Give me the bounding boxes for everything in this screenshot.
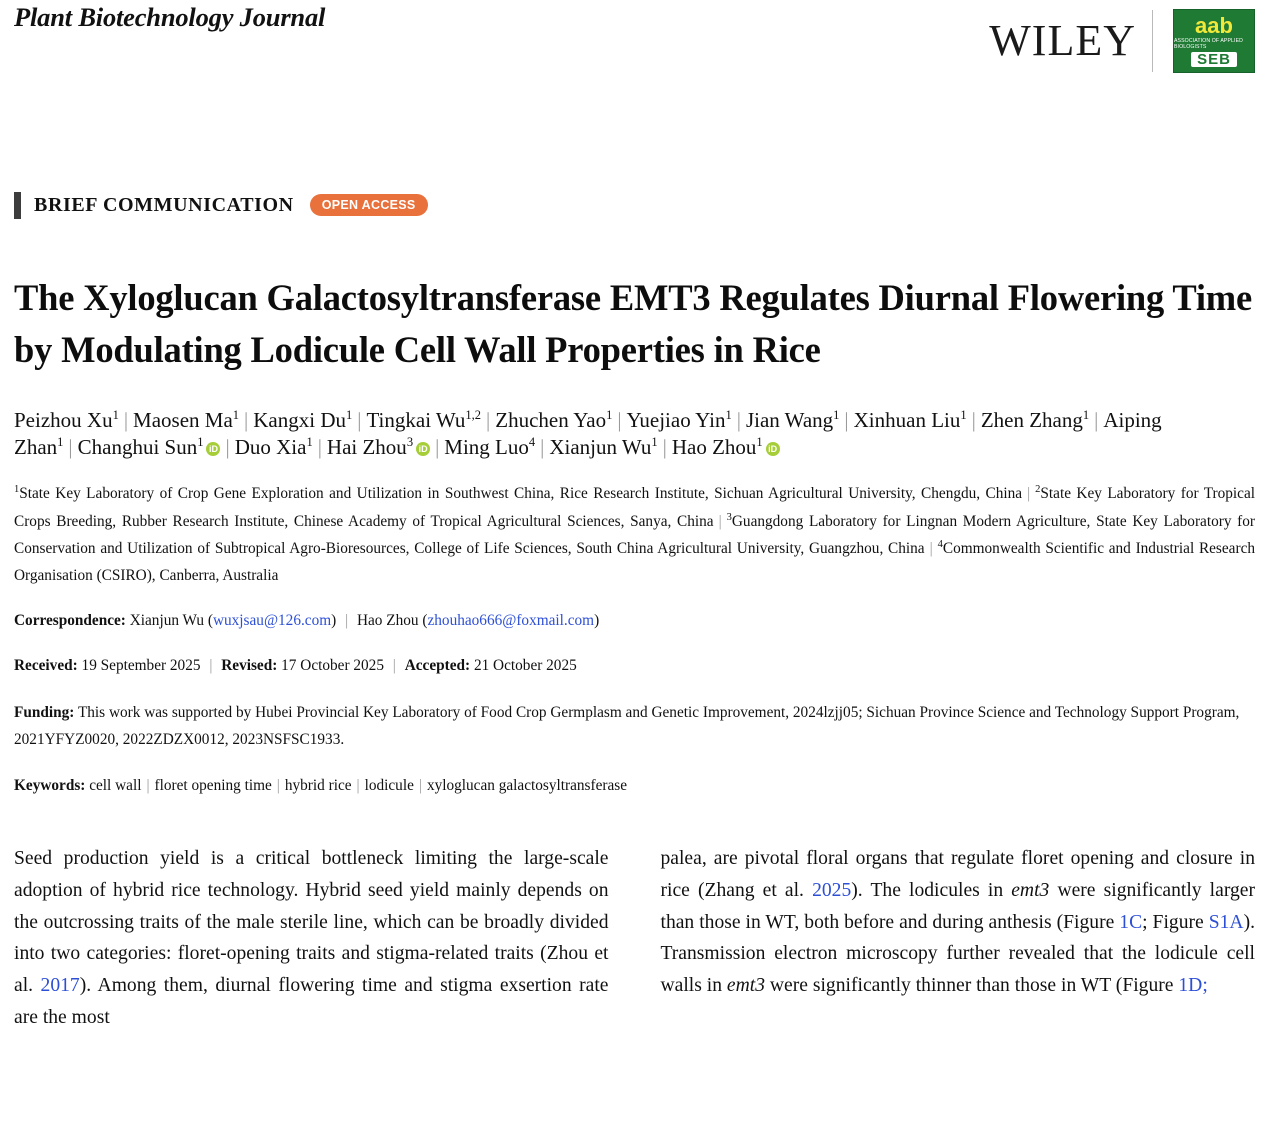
author-name[interactable]: Hao Zhou [671, 434, 757, 459]
logo-divider [1152, 10, 1153, 72]
masthead [14, 0, 1255, 86]
author-separator: | [435, 434, 440, 459]
body-right-text-3: were significantly larger than those in WT, both before and during anthesis (Figure [660, 879, 1256, 933]
citation-link-zhou-2017[interactable]: 2017 [40, 975, 80, 997]
affiliation-list [14, 480, 1255, 589]
aab-logo-middle-text: ASSOCIATION OF APPLIED BIOLOGISTS [1174, 38, 1243, 50]
keyword-separator: | [276, 777, 280, 795]
keyword-separator: | [418, 777, 422, 795]
author-affiliation-marker: 1 [756, 434, 763, 449]
body-right-text-1: palea, are pivotal floral organs that regulate floret opening and closure in rice (Zhang et al. [660, 848, 1255, 901]
author-separator: | [244, 408, 249, 433]
author-affiliation-marker: 1 [346, 408, 353, 423]
body-right-text-4: ; Figure [1142, 911, 1209, 933]
author-name[interactable]: Xinhuan Liu [853, 408, 961, 433]
author-separator: | [971, 408, 976, 433]
journal-title: Plant Biotechnology Journal [14, 2, 326, 32]
author-list [14, 407, 1255, 460]
affiliation-marker: 2 [1035, 484, 1041, 496]
affiliation-separator: | [929, 539, 933, 557]
correspondence-person-2: Hao Zhou [356, 612, 419, 630]
author-name[interactable]: Maosen Ma [133, 408, 233, 433]
author-affiliation-marker: 3 [406, 434, 414, 449]
author-affiliation-marker: 1 [1082, 408, 1090, 423]
author-affiliation-marker: 1 [57, 434, 64, 449]
affiliation-marker: 4 [937, 538, 943, 550]
author-name[interactable]: Zhen Zhang [980, 408, 1083, 433]
affiliation-separator: | [1027, 485, 1031, 503]
article-dates [14, 652, 1255, 679]
orcid-icon[interactable]: iD [206, 442, 220, 456]
author-name[interactable]: Jian Wang [745, 408, 834, 433]
author-separator: | [736, 408, 741, 433]
correspondence-email-2[interactable]: zhouhao666@foxmail.com [427, 612, 595, 630]
body-right-text-6: were significantly thinner than those in WT (Figure [765, 975, 1179, 997]
keywords-list [89, 777, 627, 794]
author-separator: | [225, 434, 230, 459]
author-name[interactable]: Xianjun Wu [549, 434, 652, 459]
body-left-text-1: Seed production yield is a critical bottleneck limiting the large-scale adoption of hybrid rice technology. Hybrid seed yield mainly depends on the outcrossing traits of the male sterile line, which can be broadly divided into two categories: floret-opening traits and stigma-related traits (Zhou et al. [14, 848, 609, 997]
aab-seb-logo [1173, 9, 1255, 73]
correspondence-label: Correspondence: [14, 612, 126, 630]
author-name[interactable]: Yuejiao Yin [626, 408, 726, 433]
body-paragraph-right [661, 843, 1256, 1002]
body-right-text-5: ). Transmission electron microscopy further revealed that the lodicule cell walls in [660, 911, 1255, 997]
keyword-item[interactable]: xyloglucan galactosyltransferase [426, 777, 627, 795]
author-separator: | [68, 434, 73, 459]
author-name[interactable]: Ming Luo [444, 434, 529, 459]
author-affiliation-marker: 1 [232, 408, 240, 423]
body-right-text-2: ). The lodicules in [851, 879, 1012, 901]
author-affiliation-marker: 1 [833, 408, 840, 423]
author-affiliation-marker: 1 [112, 408, 119, 423]
author-affiliation-marker: 4 [528, 434, 536, 449]
author-separator: | [662, 434, 667, 459]
author-name[interactable]: Changhui Sun [77, 434, 198, 459]
orcid-icon[interactable]: iD [416, 442, 430, 456]
publisher-logo-group [989, 0, 1255, 82]
author-separator: | [123, 408, 129, 433]
revised-label: Revised: [221, 657, 278, 675]
keyword-item[interactable]: cell wall [89, 777, 142, 795]
article-type-row [14, 191, 1255, 219]
author-name[interactable]: Kangxi Du [253, 408, 346, 433]
figure-link-s1a[interactable]: S1A [1208, 911, 1244, 933]
affiliation-text: State Key Laboratory for Tropical Crops Breeding, Rubber Research Institute, Chinese Academy of Tropical Agricultural Sciences, Sanya, China [14, 485, 1255, 530]
affiliation-text: Commonwealth Scientific and Industrial Research Organisation (CSIRO), Canberra, Australia [14, 539, 1256, 584]
affiliation-text: State Key Laboratory of Crop Gene Exploration and Utilization in Southwest China, Rice Research Institute, Sichuan Agricultural University, Chengdu, China [19, 485, 1023, 503]
author-affiliation-marker: 1 [197, 434, 204, 449]
body-columns [14, 843, 1255, 1033]
received-date: 19 September 2025 [81, 657, 201, 675]
author-separator: | [357, 408, 362, 433]
author-affiliation-marker: 1,2 [465, 408, 482, 423]
author-name[interactable]: Tingkai Wu [366, 408, 466, 433]
correspondence-person-1: Xianjun Wu [129, 612, 205, 630]
author-separator: | [1094, 408, 1099, 433]
keyword-item[interactable]: lodicule [364, 777, 414, 795]
body-paragraph-left [14, 843, 609, 1033]
keywords-block [14, 772, 1255, 799]
accepted-label: Accepted: [404, 657, 471, 675]
keywords-label: Keywords: [14, 777, 86, 795]
article-title: The Xyloglucan Galactosyltransferase EMT3 Regulates Diurnal Flowering Time by Modulating Lodicule Cell Wall Properties in Rice [14, 277, 1252, 371]
author-separator: | [317, 434, 322, 459]
open-access-badge: OPEN ACCESS [310, 194, 428, 217]
author-affiliation-marker: 1 [725, 408, 732, 423]
funding-label: Funding: [14, 703, 75, 721]
author-separator: | [486, 408, 491, 433]
aab-logo-bottom-text: SEB [1191, 52, 1237, 67]
citation-link-zhang-2025[interactable]: 2025 [812, 879, 852, 901]
author-affiliation-marker: 1 [651, 434, 658, 449]
body-column-right [661, 843, 1256, 1033]
article-type-label: BRIEF COMMUNICATION [34, 193, 294, 216]
correspondence-block: Correspondence: Xianjun Wu (wuxjsau@126.com) | Hao Zhou (zhouhao666@foxmail.com) [14, 612, 600, 630]
author-affiliation-marker: 1 [306, 434, 313, 449]
body-left-text-2: ). Among them, diurnal flowering time and stigma exsertion rate are the most [14, 975, 609, 1028]
dates-separator-2: | [392, 657, 396, 675]
affiliation-marker: 1 [14, 484, 20, 496]
author-name[interactable]: Aiping Zhan [14, 408, 1162, 459]
article-type-bar [14, 192, 21, 219]
gene-name-emt3-2: emt3 [726, 975, 765, 997]
figure-link-1d[interactable]: 1D; [1178, 975, 1208, 997]
funding-text: This work was supported by Hubei Provincial Key Laboratory of Food Crop Germplasm and Genetic Improvement, 2024lzjj05; Sichuan Province Science and Technology Support Program, 2021YFYZ0020, 2022ZDZX0012, 2023NSFSC1933. [14, 703, 1240, 748]
affiliation-text: Guangdong Laboratory for Lingnan Modern Agriculture, State Key Laboratory for Conservation and Utilization of Subtropical Agro-Bioresources, College of Life Sciences, South China Agricultural University, Guangzhou, China [14, 512, 1256, 557]
received-label: Received: [14, 657, 78, 675]
author-name[interactable]: Zhuchen Yao [495, 408, 607, 433]
gene-name-emt3-1: emt3 [1011, 879, 1050, 901]
affiliation-marker: 3 [726, 511, 732, 523]
dates-separator-1: | [209, 657, 213, 675]
revised-date: 17 October 2025 [281, 657, 384, 675]
author-separator: | [540, 434, 545, 459]
correspondence-separator: | [345, 612, 349, 630]
author-affiliation-marker: 1 [960, 408, 967, 423]
orcid-icon[interactable]: iD [766, 442, 780, 456]
correspondence-email-1[interactable]: wuxjsau@126.com [212, 612, 332, 630]
author-separator: | [617, 408, 622, 433]
author-affiliation-marker: 1 [606, 408, 613, 423]
figure-link-1c[interactable]: 1C [1119, 911, 1143, 933]
keyword-separator: | [146, 777, 150, 795]
body-column-left [14, 843, 609, 1033]
funding-block [14, 699, 1255, 753]
author-name[interactable]: Duo Xia [234, 434, 307, 459]
wiley-wordmark: WILEY [989, 16, 1136, 65]
author-separator: | [844, 408, 849, 433]
keyword-item[interactable]: floret opening time [154, 777, 272, 795]
accepted-date: 21 October 2025 [473, 657, 577, 675]
keyword-item[interactable]: hybrid rice [284, 777, 352, 795]
affiliation-separator: | [718, 512, 722, 530]
author-name[interactable]: Peizhou Xu [14, 408, 113, 433]
keyword-separator: | [356, 777, 360, 795]
author-name[interactable]: Hai Zhou [326, 434, 407, 459]
aab-logo-top-text: aab [1195, 13, 1233, 39]
